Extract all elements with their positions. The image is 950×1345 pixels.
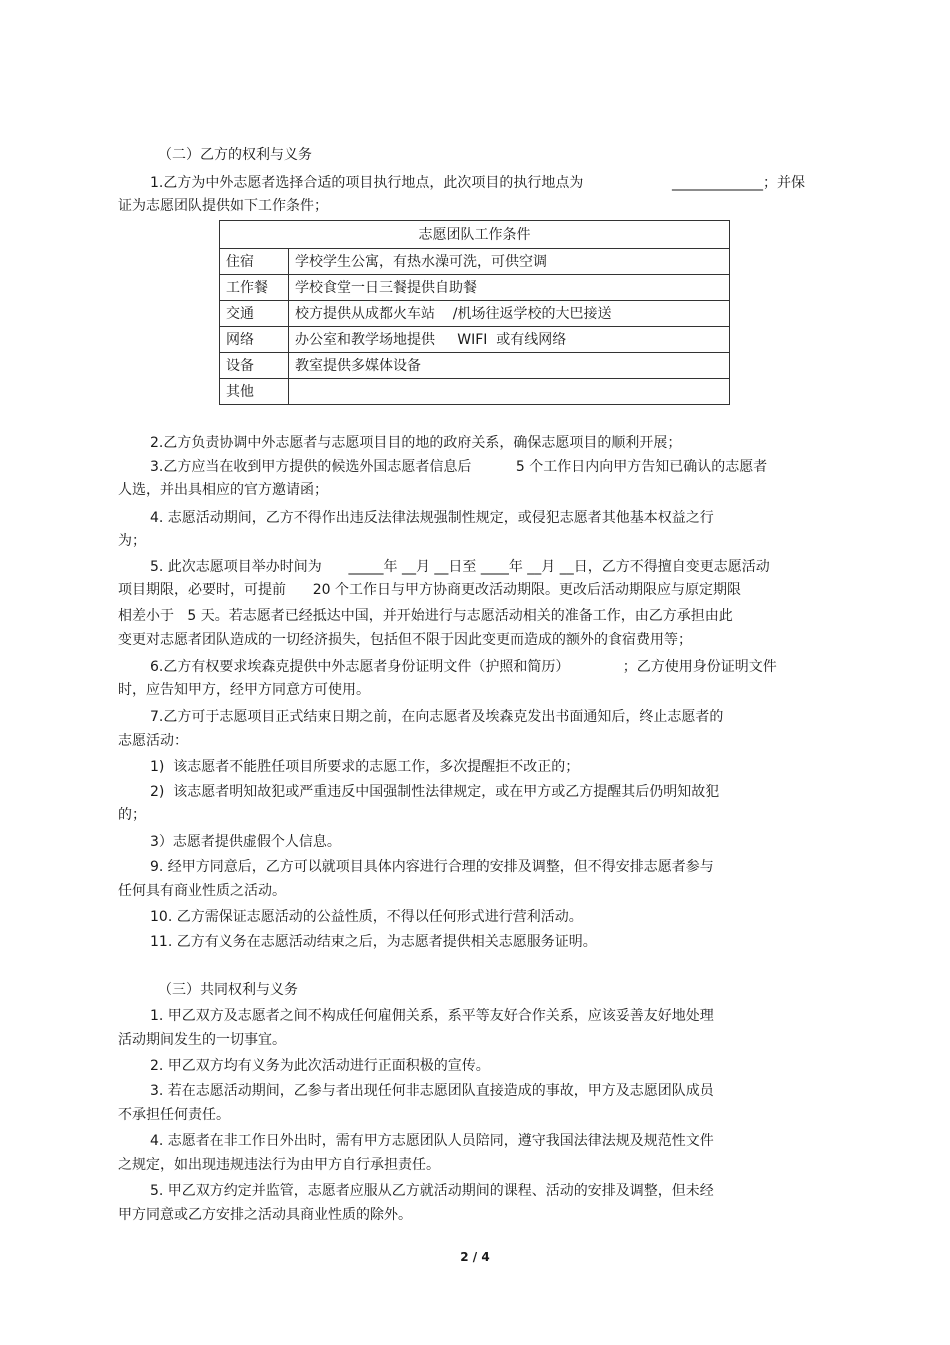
table-row xyxy=(220,379,730,405)
paragraph: 2. 甲乙双方均有义务为此次活动进行正面积极的宣传。 xyxy=(150,1058,490,1074)
paragraph: 3）志愿者提供虚假个人信息。 xyxy=(150,834,341,850)
paragraph: 证为志愿团队提供如下工作条件； xyxy=(118,198,328,214)
paragraph: 7.乙方可于志愿项目正式结束日期之前，在向志愿者及埃森克发出书面通知后，终止志愿者的 xyxy=(150,709,724,725)
table-row xyxy=(220,249,730,275)
table-cell: 其他 xyxy=(220,379,289,405)
paragraph: 活动期间发生的一切事宜。 xyxy=(118,1032,286,1048)
paragraph: 11. 乙方有义务在志愿活动结束之后，为志愿者提供相关志愿服务证明。 xyxy=(150,934,597,950)
table-row xyxy=(220,275,730,301)
paragraph: 人选，并出具相应的官方邀请函； xyxy=(118,482,328,498)
paragraph: 4. 志愿活动期间，乙方不得作出违反法律法规强制性规定，或侵犯志愿者其他基本权益之行 xyxy=(150,510,714,526)
table-cell: 设备 xyxy=(220,353,289,379)
table-cell: 教室提供多媒体设备 xyxy=(289,353,730,379)
paragraph: 5. 此次志愿项目举办时间为 _____年 __月 __日至 ____年 __月 __日，乙方不得擅自变更志愿活动 xyxy=(150,559,770,575)
paragraph: _____________；并保 xyxy=(672,175,805,191)
paragraph: 项目期限，必要时，可提前 20 个工作日与甲方协商更改活动期限。更改后活动期限应与原定期限 xyxy=(118,582,741,598)
paragraph: 时，应告知甲方，经甲方同意方可使用。 xyxy=(118,682,370,698)
table-cell: 学校学生公寓，有热水澡可洗，可供空调 xyxy=(289,249,730,275)
paragraph: 3. 若在志愿活动期间，乙参与者出现任何非志愿团队直接造成的事故，甲方及志愿团队成员 xyxy=(150,1083,714,1099)
paragraph: 6.乙方有权要求埃森克提供中外志愿者身份证明文件（护照和简历） ；乙方使用身份证明文件 xyxy=(150,659,777,675)
paragraph: 4. 志愿者在非工作日外出时，需有甲方志愿团队人员陪同，遵守我国法律法规及规范性文件 xyxy=(150,1133,714,1149)
table-row xyxy=(220,301,730,327)
table-cell: 办公室和教学场地提供 WIFI 或有线网络 xyxy=(289,327,730,353)
paragraph: 3.乙方应当在收到甲方提供的候选外国志愿者信息后 5 个工作日内向甲方告知已确认的志愿者 xyxy=(150,459,768,475)
paragraph: 2) 该志愿者明知故犯或严重违反中国强制性法律规定，或在甲方或乙方提醒其后仍明知故犯 xyxy=(150,784,720,800)
table-cell: 校方提供从成都火车站 /机场往返学校的大巴接送 xyxy=(289,301,730,327)
table-cell: 住宿 xyxy=(220,249,289,275)
table-cell xyxy=(289,379,730,405)
table-cell: 学校食堂一日三餐提供自助餐 xyxy=(289,275,730,301)
paragraph: 5. 甲乙双方约定并监管，志愿者应服从乙方就活动期间的课程、活动的安排及调整，但未经 xyxy=(150,1183,714,1199)
table-row xyxy=(220,327,730,353)
section-heading: （二）乙方的权利与义务 xyxy=(158,147,312,163)
paragraph: 2.乙方负责协调中外志愿者与志愿项目目的地的政府关系，确保志愿项目的顺利开展； xyxy=(150,435,682,451)
paragraph: 变更对志愿者团队造成的一切经济损失，包括但不限于因此变更而造成的额外的食宿费用等； xyxy=(118,632,692,648)
page-number: 2 / 4 xyxy=(460,1250,490,1264)
paragraph: 甲方同意或乙方安排之活动具商业性质的除外。 xyxy=(118,1207,412,1223)
work-conditions-table xyxy=(219,220,730,405)
paragraph: 相差小于 5 天。若志愿者已经抵达中国，并开始进行与志愿活动相关的准备工作，由乙方承担由此 xyxy=(118,608,733,624)
table-title: 志愿团队工作条件 xyxy=(220,221,730,249)
table-cell: 工作餐 xyxy=(220,275,289,301)
paragraph: 1. 甲乙双方及志愿者之间不构成任何雇佣关系，系平等友好合作关系，应该妥善友好地处理 xyxy=(150,1008,714,1024)
table-row xyxy=(220,353,730,379)
table-cell: 网络 xyxy=(220,327,289,353)
paragraph: 10. 乙方需保证志愿活动的公益性质，不得以任何形式进行营利活动。 xyxy=(150,909,583,925)
paragraph: 之规定，如出现违规违法行为由甲方自行承担责任。 xyxy=(118,1157,440,1173)
paragraph: 1) 该志愿者不能胜任项目所要求的志愿工作，多次提醒拒不改正的； xyxy=(150,759,580,775)
paragraph: 志愿活动： xyxy=(118,733,188,749)
paragraph: 9. 经甲方同意后，乙方可以就项目具体内容进行合理的安排及调整，但不得安排志愿者参与 xyxy=(150,859,714,875)
paragraph: 为； xyxy=(118,533,146,549)
paragraph: 1.乙方为中外志愿者选择合适的项目执行地点，此次项目的执行地点为 xyxy=(150,175,584,191)
section-heading: （三）共同权利与义务 xyxy=(158,982,298,998)
table-cell: 交通 xyxy=(220,301,289,327)
paragraph: 不承担任何责任。 xyxy=(118,1107,230,1123)
paragraph: 任何具有商业性质之活动。 xyxy=(118,883,286,899)
paragraph: 的； xyxy=(118,807,146,823)
